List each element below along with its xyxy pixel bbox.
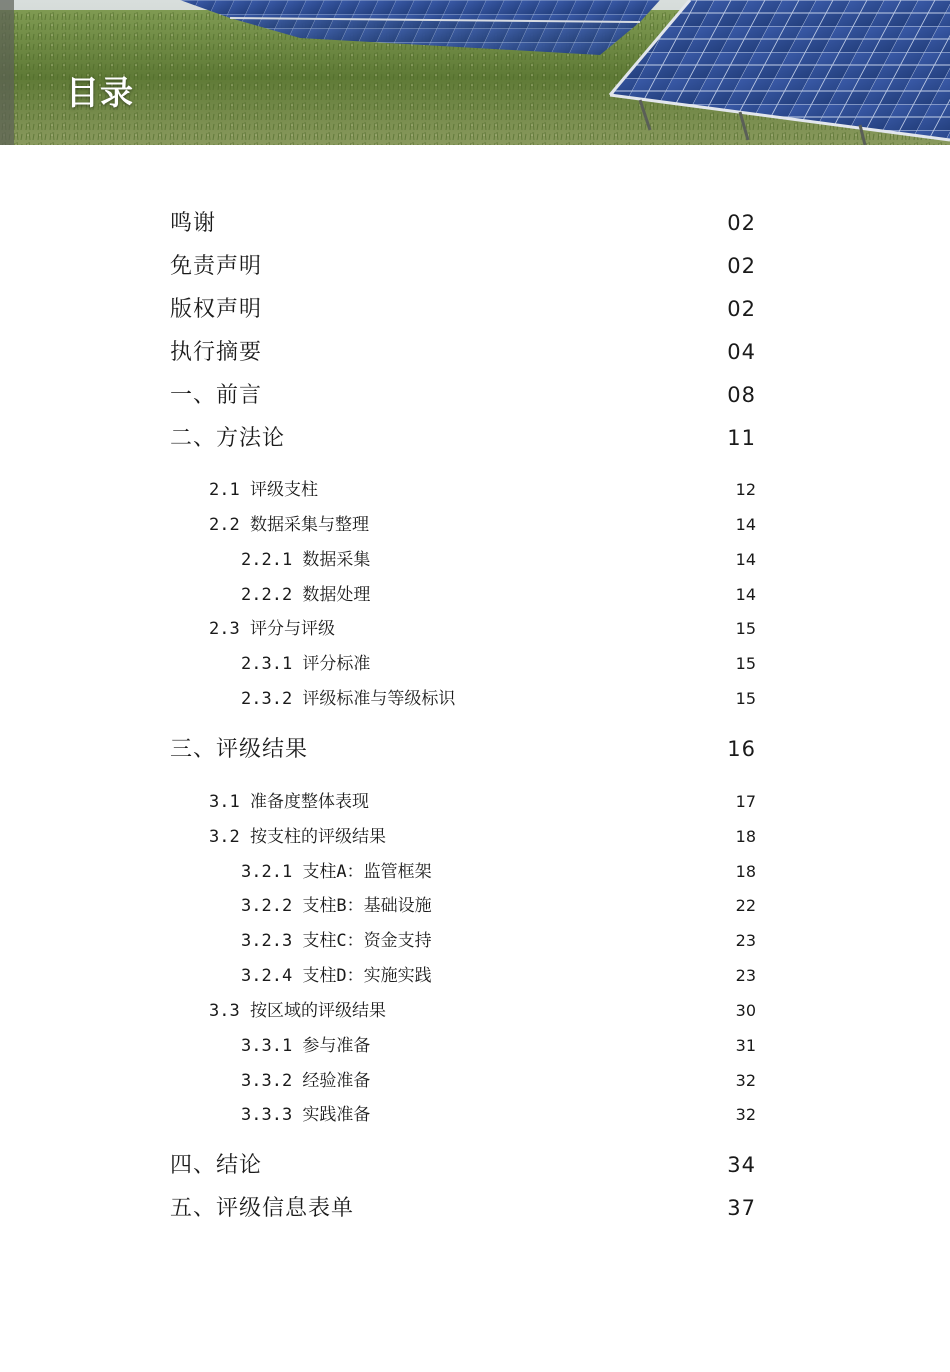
toc-entry-label: 三、评级结果	[170, 737, 309, 762]
toc-entry-3-1[interactable]	[209, 787, 756, 812]
toc-entry-label: 2.2 数据采集与整理	[209, 515, 369, 535]
toc-entry-page: 23	[735, 931, 756, 950]
toc-entry-3-3[interactable]	[209, 996, 756, 1021]
toc-entry-label: 一、前言	[170, 383, 263, 408]
toc-entry-page: 32	[735, 1105, 756, 1124]
toc-entry-page: 12	[735, 480, 756, 499]
toc-entry-acknowledgements[interactable]	[170, 206, 756, 237]
toc-entry-page: 17	[735, 792, 756, 811]
toc-entry-3-3-1[interactable]	[241, 1031, 756, 1056]
toc-entry-page: 02	[727, 297, 756, 321]
toc-entry-2-3-1[interactable]	[241, 649, 756, 674]
toc-entry-label: 3.2.3 支柱C：资金支持	[241, 931, 432, 951]
toc-entry-label: 免责声明	[170, 254, 263, 279]
toc-entry-page: 16	[727, 737, 756, 761]
toc-entry-label: 2.2.1 数据采集	[241, 550, 371, 570]
toc-entry-methodology[interactable]	[170, 421, 756, 452]
toc-entry-page: 22	[735, 896, 756, 915]
toc-entry-3-2-3[interactable]	[241, 926, 756, 951]
toc-entry-3-2-4[interactable]	[241, 961, 756, 986]
toc-entry-rating-results[interactable]	[170, 732, 756, 763]
toc-entry-2-1[interactable]	[209, 475, 756, 500]
toc-entry-label: 执行摘要	[170, 340, 263, 365]
toc-entry-label: 2.3.2 评级标准与等级标识	[241, 689, 456, 709]
toc-entry-page: 02	[727, 254, 756, 278]
toc-entry-3-3-3[interactable]	[241, 1100, 756, 1125]
toc-entry-label: 版权声明	[170, 297, 263, 322]
toc-entry-label: 鸣谢	[170, 211, 217, 236]
toc-entry-label: 3.3.1 参与准备	[241, 1036, 371, 1056]
toc-entry-conclusion[interactable]	[170, 1148, 756, 1179]
page-title: 目录	[66, 73, 134, 112]
toc-entry-preface[interactable]	[170, 378, 756, 409]
toc-entry-page: 08	[727, 383, 756, 407]
toc-entry-label: 五、评级信息表单	[170, 1196, 355, 1221]
toc-entry-label: 2.3 评分与评级	[209, 619, 335, 639]
toc-entry-page: 18	[735, 862, 756, 881]
toc-entry-2-2-1[interactable]	[241, 545, 756, 570]
toc-entry-page: 14	[735, 585, 756, 604]
toc-entry-page: 23	[735, 966, 756, 985]
toc-entry-page: 18	[735, 827, 756, 846]
toc-entry-page: 04	[727, 340, 756, 364]
toc-entry-page: 32	[735, 1071, 756, 1090]
toc-entry-label: 3.2.2 支柱B：基础设施	[241, 896, 432, 916]
toc-entry-2-2[interactable]	[209, 510, 756, 535]
toc-entry-label: 2.2.2 数据处理	[241, 585, 371, 605]
toc-entry-2-2-2[interactable]	[241, 580, 756, 605]
toc-entry-page: 11	[727, 426, 756, 450]
toc-entry-page: 14	[735, 515, 756, 534]
toc-entry-page: 15	[735, 689, 756, 708]
toc-entry-3-2[interactable]	[209, 822, 756, 847]
toc-entry-2-3[interactable]	[209, 614, 756, 639]
toc-entry-label: 二、方法论	[170, 426, 286, 451]
toc-entry-page: 02	[727, 211, 756, 235]
toc-entry-3-2-1[interactable]	[241, 857, 756, 882]
toc-entry-page: 34	[727, 1153, 756, 1177]
toc-entry-page: 14	[735, 550, 756, 569]
toc-entry-label: 3.1 准备度整体表现	[209, 792, 369, 812]
toc-entry-page: 30	[735, 1001, 756, 1020]
toc-entry-3-3-2[interactable]	[241, 1066, 756, 1091]
toc-entry-label: 四、结论	[170, 1153, 263, 1178]
toc-entry-page: 31	[735, 1036, 756, 1055]
toc-entry-label: 3.2.1 支柱A：监管框架	[241, 862, 432, 882]
toc-entry-label: 3.3.2 经验准备	[241, 1071, 371, 1091]
toc-entry-3-2-2[interactable]	[241, 891, 756, 916]
toc-entry-label: 3.3.3 实践准备	[241, 1105, 371, 1125]
toc-entry-rating-form[interactable]	[170, 1191, 756, 1222]
toc-entry-label: 3.3 按区域的评级结果	[209, 1001, 386, 1021]
toc-entry-page: 15	[735, 654, 756, 673]
toc-entry-label: 2.3.1 评分标准	[241, 654, 371, 674]
toc-entry-label: 2.1 评级支柱	[209, 480, 318, 500]
toc-entry-disclaimer[interactable]	[170, 249, 756, 280]
toc-entry-2-3-2[interactable]	[241, 684, 756, 709]
toc-entry-label: 3.2.4 支柱D：实施实践	[241, 966, 432, 986]
toc-entry-page: 37	[727, 1196, 756, 1220]
toc-entry-page: 15	[735, 619, 756, 638]
toc-entry-label: 3.2 按支柱的评级结果	[209, 827, 386, 847]
toc-entry-copyright[interactable]	[170, 292, 756, 323]
toc-entry-executive-summary[interactable]	[170, 335, 756, 366]
